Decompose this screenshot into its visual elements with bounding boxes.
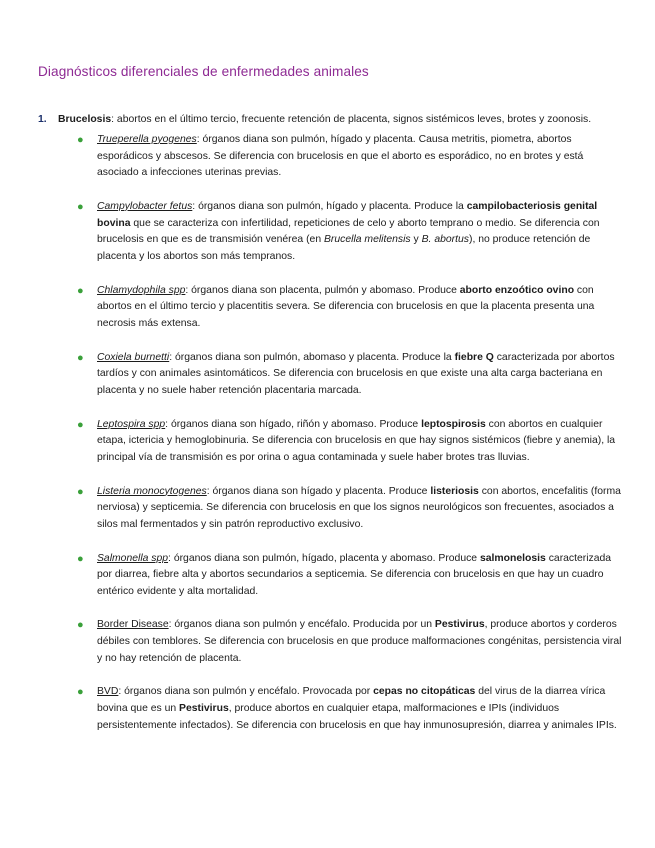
bullet-dot-icon: ● <box>77 284 84 297</box>
differential-name: Listeria monocytogenes <box>97 485 207 497</box>
differential-text: con abortos en el último tercio y placentitis severa. Se diferencia con brucelosis en que la placenta presenta una necrosis más extensa. <box>97 284 595 330</box>
differential-text: : órganos diana son hígado, riñón y abomaso. Produce <box>165 418 422 430</box>
differential-text: ), no produce retención de placenta y los abortos son más tempranos. <box>97 234 591 263</box>
differential-name: Leptospira spp <box>97 418 166 430</box>
bullet-dot-icon: ● <box>77 552 84 565</box>
bullet-dot-icon: ● <box>77 200 84 213</box>
differential-item <box>58 199 623 266</box>
differential-text: : órganos diana son pulmón y encéfalo. Provocada por <box>118 686 374 698</box>
differential-text: : órganos diana son pulmón y encéfalo. Producida por un <box>168 619 435 631</box>
disease-name: Brucelosis <box>58 114 112 125</box>
disease-highlight: leptospirosis <box>421 418 486 430</box>
disease-highlight: aborto enzoótico ovino <box>459 284 575 296</box>
differential-text: caracterizada por abortos tardíos y con animales asintomáticos. Se diferencia con brucelosis en que existe una alta carga bacteriana en placenta y no suele haber retención placentaria marcada. <box>97 351 615 397</box>
differential-item <box>58 684 623 734</box>
differential-text: : órganos diana son hígado y placenta. Produce <box>206 485 431 497</box>
differential-item <box>58 350 623 400</box>
bullet-dot-icon: ● <box>77 418 84 431</box>
disease-highlight: salmonelosis <box>479 552 546 564</box>
page-title: Diagnósticos diferenciales de enfermedades animales <box>38 64 369 79</box>
disease-highlight: campilobacteriosis genital bovina <box>97 200 598 229</box>
differential-item <box>58 551 623 601</box>
differential-name: Coxiela burnetti <box>97 351 170 363</box>
bullet-dot-icon: ● <box>77 133 84 146</box>
differential-item <box>58 132 623 182</box>
list-item-brucelosis <box>38 112 623 735</box>
differential-text: : órganos diana son placenta, pulmón y abomaso. Produce <box>185 284 460 296</box>
bullet-dot-icon: ● <box>77 686 84 699</box>
differential-item <box>58 617 623 667</box>
list-number: 1. <box>38 114 47 125</box>
bullet-dot-icon: ● <box>77 619 84 632</box>
differential-text: del virus de la diarrea vírica bovina que es un <box>97 686 606 715</box>
differential-text: : órganos diana son pulmón, hígado y placenta. Produce la <box>192 200 467 212</box>
disease-highlight: Pestivirus <box>434 619 485 631</box>
disease-description: : abortos en el último tercio, frecuente retención de placenta, signos sistémicos leves, brotes y zoonosis. <box>111 114 592 125</box>
differential-text: con abortos en cualquier etapa, ictericia y hemoglobinuria. Se diferencia con brucelosis en que hay signos sistémicos (fiebre y anemia), la principal vía de transmisión es por orina o agua contaminada y suele haber brotes tras lluvias. <box>97 418 616 464</box>
species-name: Brucella melitensis <box>324 234 411 246</box>
bullet-dot-icon: ● <box>77 485 84 498</box>
differential-text: , produce abortos y corderos débiles con temblores. Se diferencia con brucelosis en que produce malformaciones congénitas, persistencia viral y no hay retención de placenta. <box>97 619 622 665</box>
disease-highlight: Pestivirus <box>179 703 229 715</box>
bullet-dot-icon: ● <box>77 351 84 364</box>
differential-text: y <box>410 234 422 246</box>
disease-highlight: listeriosis <box>430 485 479 497</box>
differential-name: Trueperella pyogenes <box>97 133 197 145</box>
differential-text: : órganos diana son pulmón, hígado y placenta. Causa metritis, piometra, abortos esporádicos y abscesos. Se diferencia con brucelosis en que el aborto es esporádico, no en brotes y está asociado a infecciones uterinas previas. <box>97 133 584 179</box>
disease-highlight: fiebre Q <box>454 351 494 363</box>
differential-text: caracterizada por diarrea, fiebre alta y abortos secundarios a septicemia. Se diferencia con brucelosis en que hay un cuadro entérico evidente y alta mortalidad. <box>97 552 612 598</box>
differential-text: : órganos diana son pulmón, hígado, placenta y abomaso. Produce <box>168 552 480 564</box>
differential-text: , produce abortos en cualquier etapa, malformaciones e IPIs (individuos persistentemente infectados). Se diferencia con brucelosis en que hay inmunosupresión, diarrea y animales IPIs. <box>97 703 617 732</box>
differential-item <box>58 417 623 467</box>
differential-name: BVD <box>97 686 119 698</box>
disease-highlight: cepas no citopáticas <box>373 686 476 698</box>
differential-name: Campylobacter fetus <box>97 200 193 212</box>
differential-name: Border Disease <box>97 619 169 631</box>
differential-list <box>58 132 623 735</box>
differential-text: con abortos, encefalitis (forma nerviosa) y septicemia. Se diferencia con brucelosis en que los signos neurológicos son frecuentes, asociados a silos mal fermentados y sin patrón reproductivo exclusivo. <box>97 485 621 531</box>
differential-item <box>58 484 623 534</box>
species-name: B. abortus <box>421 234 469 246</box>
differential-text: : órganos diana son pulmón, abomaso y placenta. Produce la <box>169 351 455 363</box>
differential-text: que se caracteriza con infertilidad, repeticiones de celo y aborto temprano o medio. Se diferencia con brucelosis en que es de transmisión venérea (en <box>97 217 600 246</box>
differential-item <box>58 283 623 333</box>
numbered-list <box>38 112 623 751</box>
differential-name: Salmonella spp <box>97 552 169 564</box>
differential-name: Chlamydophila spp <box>97 284 186 296</box>
